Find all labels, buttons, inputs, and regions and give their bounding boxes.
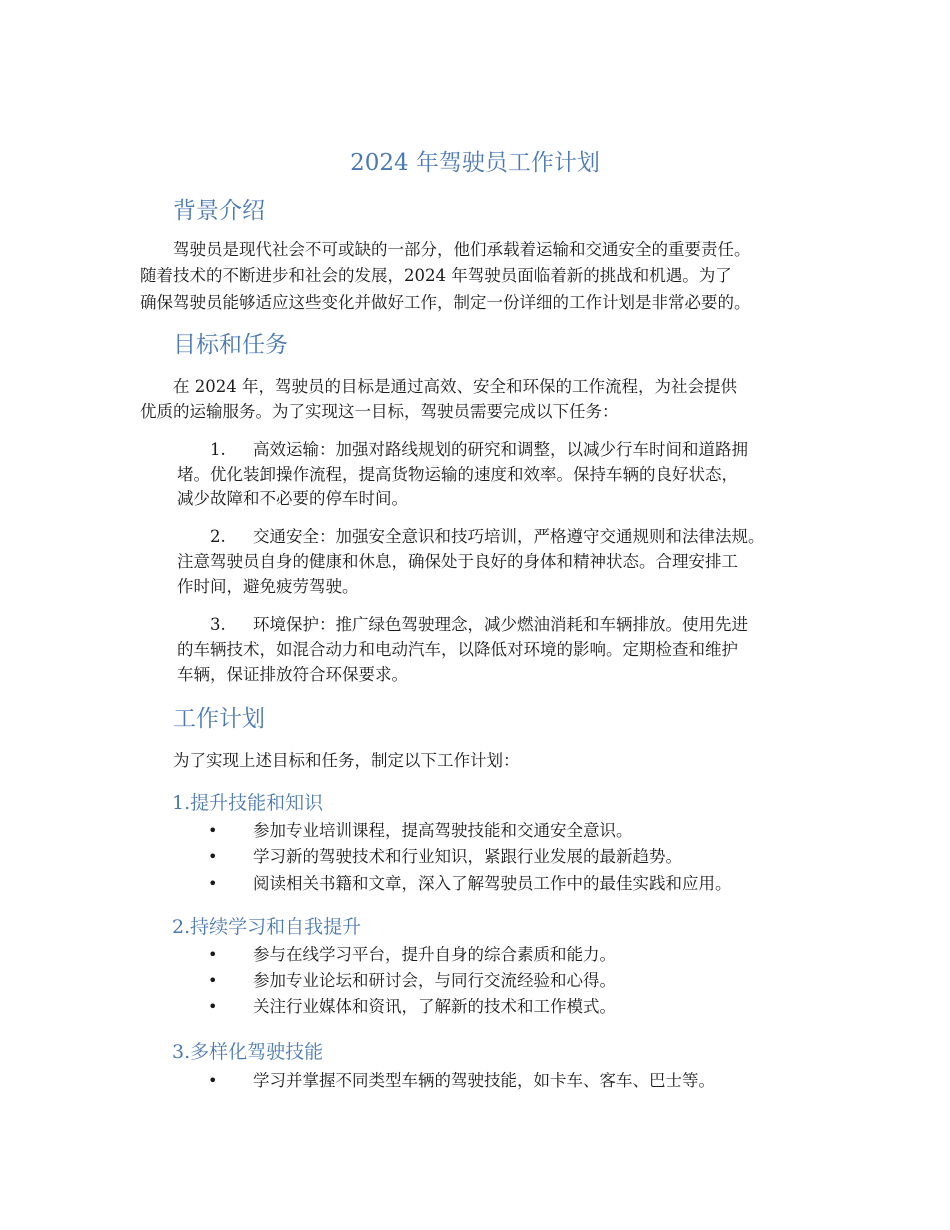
paragraph-line: 为了实现上述目标和任务，制定以下工作计划： xyxy=(173,751,520,770)
paragraph-line: 在 2024 年，驾驶员的目标是通过高效、安全和环保的工作流程，为社会提供 xyxy=(173,377,737,396)
bullet-item: 参加专业论坛和研讨会，与同行交流经验和心得。 xyxy=(253,971,616,990)
bullet-icon: • xyxy=(208,997,218,1016)
section-heading-background: 背景介绍 xyxy=(173,198,265,224)
bullet-icon: • xyxy=(208,847,218,866)
paragraph-line: 优质的运输服务。为了实现这一目标，驾驶员需要完成以下任务： xyxy=(140,402,619,421)
list-item-line: 的车辆技术，如混合动力和电动汽车，以降低对环境的影响。定期检查和维护 xyxy=(177,640,738,659)
list-number: 2. xyxy=(210,527,226,546)
bullet-icon: • xyxy=(208,874,218,893)
bullet-icon: • xyxy=(208,821,218,840)
list-number: 1. xyxy=(210,440,226,459)
document-title: 2024 年驾驶员工作计划 xyxy=(350,150,600,176)
bullet-item: 阅读相关书籍和文章，深入了解驾驶员工作中的最佳实践和应用。 xyxy=(253,874,732,893)
bullet-item: 学习并掌握不同类型车辆的驾驶技能，如卡车、客车、巴士等。 xyxy=(253,1071,715,1090)
section-heading-goals: 目标和任务 xyxy=(173,332,288,358)
bullet-item: 参与在线学习平台，提升自身的综合素质和能力。 xyxy=(253,945,616,964)
bullet-item: 学习新的驾驶技术和行业知识，紧跟行业发展的最新趋势。 xyxy=(253,847,682,866)
paragraph-line: 驾驶员是现代社会不可或缺的一部分，他们承载着运输和交通安全的重要责任。 xyxy=(173,240,751,259)
paragraph-line: 确保驾驶员能够适应这些变化并做好工作，制定一份详细的工作计划是非常必要的。 xyxy=(140,293,751,312)
list-item-line: 减少故障和不必要的停车时间。 xyxy=(177,489,408,508)
list-item-line: 环境保护：推广绿色驾驶理念，减少燃油消耗和车辆排放。使用先进 xyxy=(253,615,748,634)
list-item-line: 交通安全：加强安全意识和技巧培训，严格遵守交通规则和法律法规。 xyxy=(253,527,765,546)
list-number: 3. xyxy=(210,615,226,634)
paragraph-line: 随着技术的不断进步和社会的发展，2024 年驾驶员面临着新的挑战和机遇。为了 xyxy=(140,266,732,285)
bullet-icon: • xyxy=(208,945,218,964)
subsection-heading: 1.提升技能和知识 xyxy=(172,792,324,814)
list-item-line: 高效运输：加强对路线规划的研究和调整，以减少行车时间和道路拥 xyxy=(253,440,748,459)
subsection-heading: 2.持续学习和自我提升 xyxy=(172,916,362,938)
list-item-line: 作时间，避免疲劳驾驶。 xyxy=(177,577,359,596)
list-item-line: 车辆，保证排放符合环保要求。 xyxy=(177,665,408,684)
bullet-item: 参加专业培训课程，提高驾驶技能和交通安全意识。 xyxy=(253,821,633,840)
list-item-line: 堵。优化装卸操作流程，提高货物运输的速度和效率。保持车辆的良好状态， xyxy=(177,465,738,484)
bullet-item: 关注行业媒体和资讯，了解新的技术和工作模式。 xyxy=(253,997,616,1016)
bullet-icon: • xyxy=(208,971,218,990)
list-item-line: 注意驾驶员自身的健康和休息，确保处于良好的身体和精神状态。合理安排工 xyxy=(177,552,738,571)
section-heading-plan: 工作计划 xyxy=(173,706,265,732)
subsection-heading: 3.多样化驾驶技能 xyxy=(172,1041,324,1063)
bullet-icon: • xyxy=(208,1071,218,1090)
